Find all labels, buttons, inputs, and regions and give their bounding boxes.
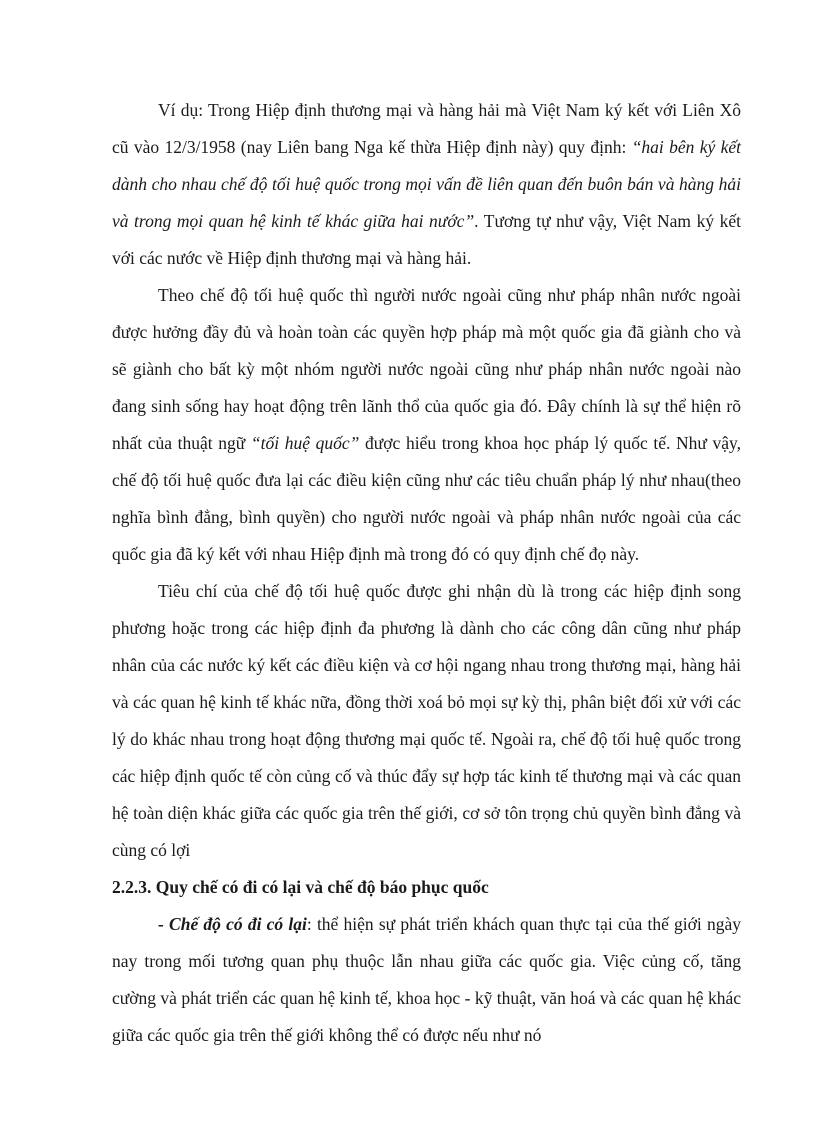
- paragraph-mfn-rights-part1: Theo chế độ tối huệ quốc thì người nước ngoài cũng như pháp nhân nước ngoài được hưởng đầy đủ và hoàn toàn các quyền hợp pháp mà một quốc gia đã giành cho và sẽ giành cho bất kỳ một nhóm người nước ngoài cũng như pháp nhân nước ngoài nào đang sinh sống hay hoạt động trên lãnh thổ của quốc gia đó. Đây chính là sự thể hiện rõ nhất của thuật ngữ: [112, 285, 741, 453]
- paragraph-example-tail: . Tương tự như vậy, Việt Nam ký kết với các nước về Hiệp định thương mại và hàng hải.: [112, 211, 741, 268]
- document-page: [112, 92, 741, 1054]
- paragraph-mfn-rights: [112, 277, 741, 573]
- section-heading: 2.2.3. Quy chế có đi có lại và chế độ báo phục quốc: [112, 877, 489, 897]
- paragraph-reciprocity: [112, 906, 741, 1054]
- paragraph-example-quote: “hai bên ký kết dành cho nhau chế độ tối huệ quốc trong mọi vấn đề liên quan đến buôn bán và hàng hải và trong mọi quan hệ kinh tế khác giữa hai nước”: [112, 137, 741, 231]
- paragraph-example-intro: Ví dụ: Trong Hiệp định thương mại và hàng hải mà Việt Nam ký kết với Liên Xô cũ vào 12/3/1958 (nay Liên bang Nga kế thừa Hiệp định này) quy định:: [112, 100, 741, 157]
- paragraph-example: [112, 92, 741, 277]
- paragraph-reciprocity-lead: - Chế độ có đi có lại: [158, 914, 307, 934]
- paragraph-mfn-criteria: Tiêu chí của chế độ tối huệ quốc được ghi nhận dù là trong các hiệp định song phương hoặc trong các hiệp định đa phương là dành cho các công dân cũng như pháp nhân của các nước ký kết các điều kiện và cơ hội ngang nhau trong thương mại, hàng hải và các quan hệ kinh tế khác nữa, đồng thời xoá bỏ mọi sự kỳ thị, phân biệt đối xử với các lý do khác nhau trong hoạt động thương mại quốc tế. Ngoài ra, chế độ tối huệ quốc trong các hiệp định quốc tế còn củng cố và thúc đẩy sự hợp tác kinh tế thương mại và các quan hệ toàn diện khác giữa các quốc gia trên thế giới, cơ sở tôn trọng chủ quyền bình đẳng và cùng có lợi: [112, 581, 741, 860]
- paragraph-reciprocity-body: : thể hiện sự phát triển khách quan thực tại của thế giới ngày nay trong mối tương quan phụ thuộc lẫn nhau giữa các quốc gia. Việc củng cố, tăng cường và phát triển các quan hệ kinh tế, khoa học - kỹ thuật, văn hoá và các quan hệ khác giữa các quốc gia trên thế giới không thể có được nếu như nó: [112, 914, 742, 1045]
- paragraph-mfn-rights-term: “tối huệ quốc”: [250, 433, 360, 453]
- paragraph-mfn-rights-part2: được hiểu trong khoa học pháp lý quốc tế. Như vậy, chế độ tối huệ quốc đưa lại các điều kiện cũng như các tiêu chuẩn pháp lý như nhau(theo nghĩa bình đẳng, bình quyền) cho người nước ngoài và pháp nhân nước ngoài của các quốc gia đã ký kết với nhau Hiệp định mà trong đó có quy định chế đọ này.: [112, 433, 742, 564]
